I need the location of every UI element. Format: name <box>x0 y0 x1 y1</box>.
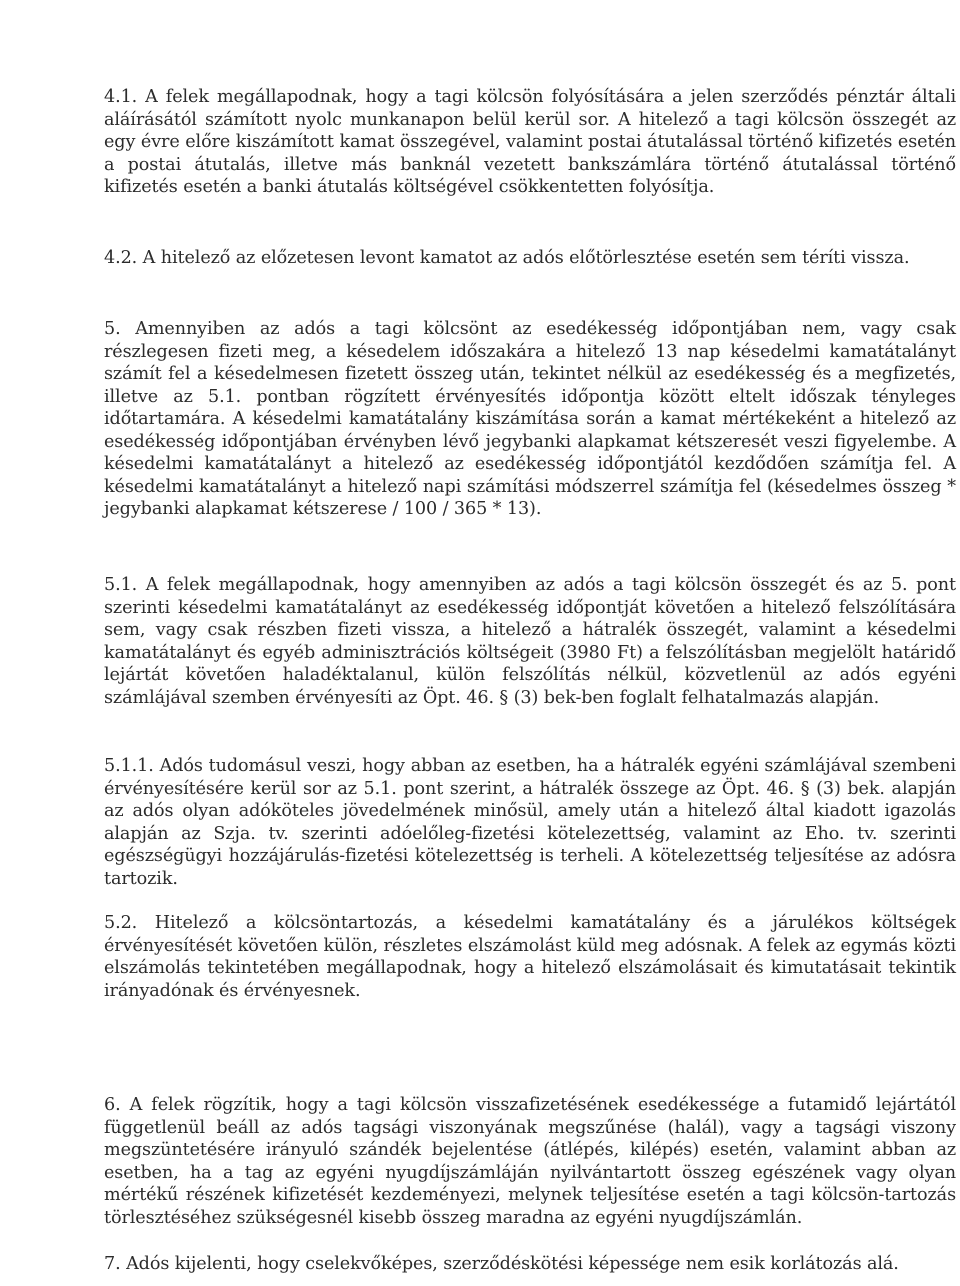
paragraph-5: 5. Amennyiben az adós a tagi kölcsönt az esedékesség időpontjában nem, vagy csak részlegesen fizeti meg, a késedelem időszakára a hitelező 13 nap késedelmi kamatátalányt számít fel a késedelmesen fizetett összeg után, tekintet nélkül az esedékesség és a megfizetés, illetve az 5.1. pontban rögzített érvényesítés időpontja között eltelt időszak tényleges időtartamára. A késedelmi kamatátalány kiszámítása során a kamat mértékeként a hitelező az esedékesség időpontjában érvényben lévő jegybanki alapkamat kétszeresét veszi figyelembe. A késedelmi kamatátalányt a hitelező az esedékesség időpontjától kezdődően számítja fel. A késedelmi kamatátalányt a hitelező napi számítási módszerrel számítja fel (késedelmes összeg * jegybanki alapkamat kétszerese / 100 / 365 * 13). <box>104 319 956 519</box>
paragraph-5-1: 5.1. A felek megállapodnak, hogy amennyiben az adós a tagi kölcsön összegét és az 5. pont szerinti késedelmi kamatátalányt az esedékesség időpontját követően a hitelező felszólítására sem, vagy csak részben fizeti vissza, a hitelező a hátralék összegét, valamint a késedelmi kamatátalányt és egyéb adminisztrációs költségeit (3980 Ft) a felszólításban megjelölt határidő lejártát követően haladéktalanul, külön felszólítás nélkül, közvetlenül az adós egyéni számlájával szemben érvényesíti az Öpt. 46. § (3) bek-ben foglalt felhatalmazás alapján. <box>104 575 956 708</box>
paragraph-4-2: 4.2. A hitelező az előzetesen levont kamatot az adós előtörlesztése esetén sem téríti vissza. <box>104 248 910 268</box>
paragraph-6: 6. A felek rögzítik, hogy a tagi kölcsön visszafizetésének esedékessége a futamidő lejártától függetlenül beáll az adós tagsági viszonyának megszűnése (halál), vagy a tagsági viszony megszüntetésére irányuló szándék bejelentése (átlépés, kilépés) esetén, valamint abban az esetben, ha a tag az egyéni nyugdíjszámláján nyilvántartott összeg egészének vagy olyan mértékű részének kifizetését kezdeményezi, melynek teljesítése esetén a tagi kölcsön-tartozás törlesztéséhez szükségesnél kisebb összeg maradna az egyéni nyugdíjszámlán. <box>104 1095 956 1228</box>
paragraph-5-1-1: 5.1.1. Adós tudomásul veszi, hogy abban az esetben, ha a hátralék egyéni számlájával szembeni érvényesítésére kerül sor az 5.1. pont szerint, a hátralék összege az Öpt. 46. § (3) bek. alapján az adós olyan adóköteles jövedelmének minősül, amely után a hitelező által kiadott igazolás alapján az Szja. tv. szerinti adóelőleg-fizetési kötelezettség, valamint az Eho. tv. szerinti egészségügyi hozzájárulás-fizetési kötelezettség is terheli. A kötelezettség teljesítése az adósra tartozik. <box>104 756 956 889</box>
paragraph-7: 7. Adós kijelenti, hogy cselekvőképes, szerződéskötési képessége nem esik korlátozás alá. <box>104 1254 899 1274</box>
paragraph-4-1: 4.1. A felek megállapodnak, hogy a tagi kölcsön folyósítására a jelen szerződés pénztár általi aláírásától számított nyolc munkanapon belül kerül sor. A hitelező a tagi kölcsön összegét az egy évre előre kiszámított kamat összegével, valamint postai átutalással történő kifizetés esetén a postai átutalás, illetve más banknál vezetett bankszámlára történő átutalással történő kifizetés esetén a banki átutalás költségével csökkentetten folyósítja. <box>104 87 956 197</box>
paragraph-5-2: 5.2. Hitelező a kölcsöntartozás, a késedelmi kamatátalány és a járulékos költségek érvényesítését követően külön, részletes elszámolást küld meg adósnak. A felek az egymás közti elszámolás tekintetében megállapodnak, hogy a hitelező elszámolásait és kimutatásait tekintik irányadónak és érvényesnek. <box>104 913 956 1001</box>
